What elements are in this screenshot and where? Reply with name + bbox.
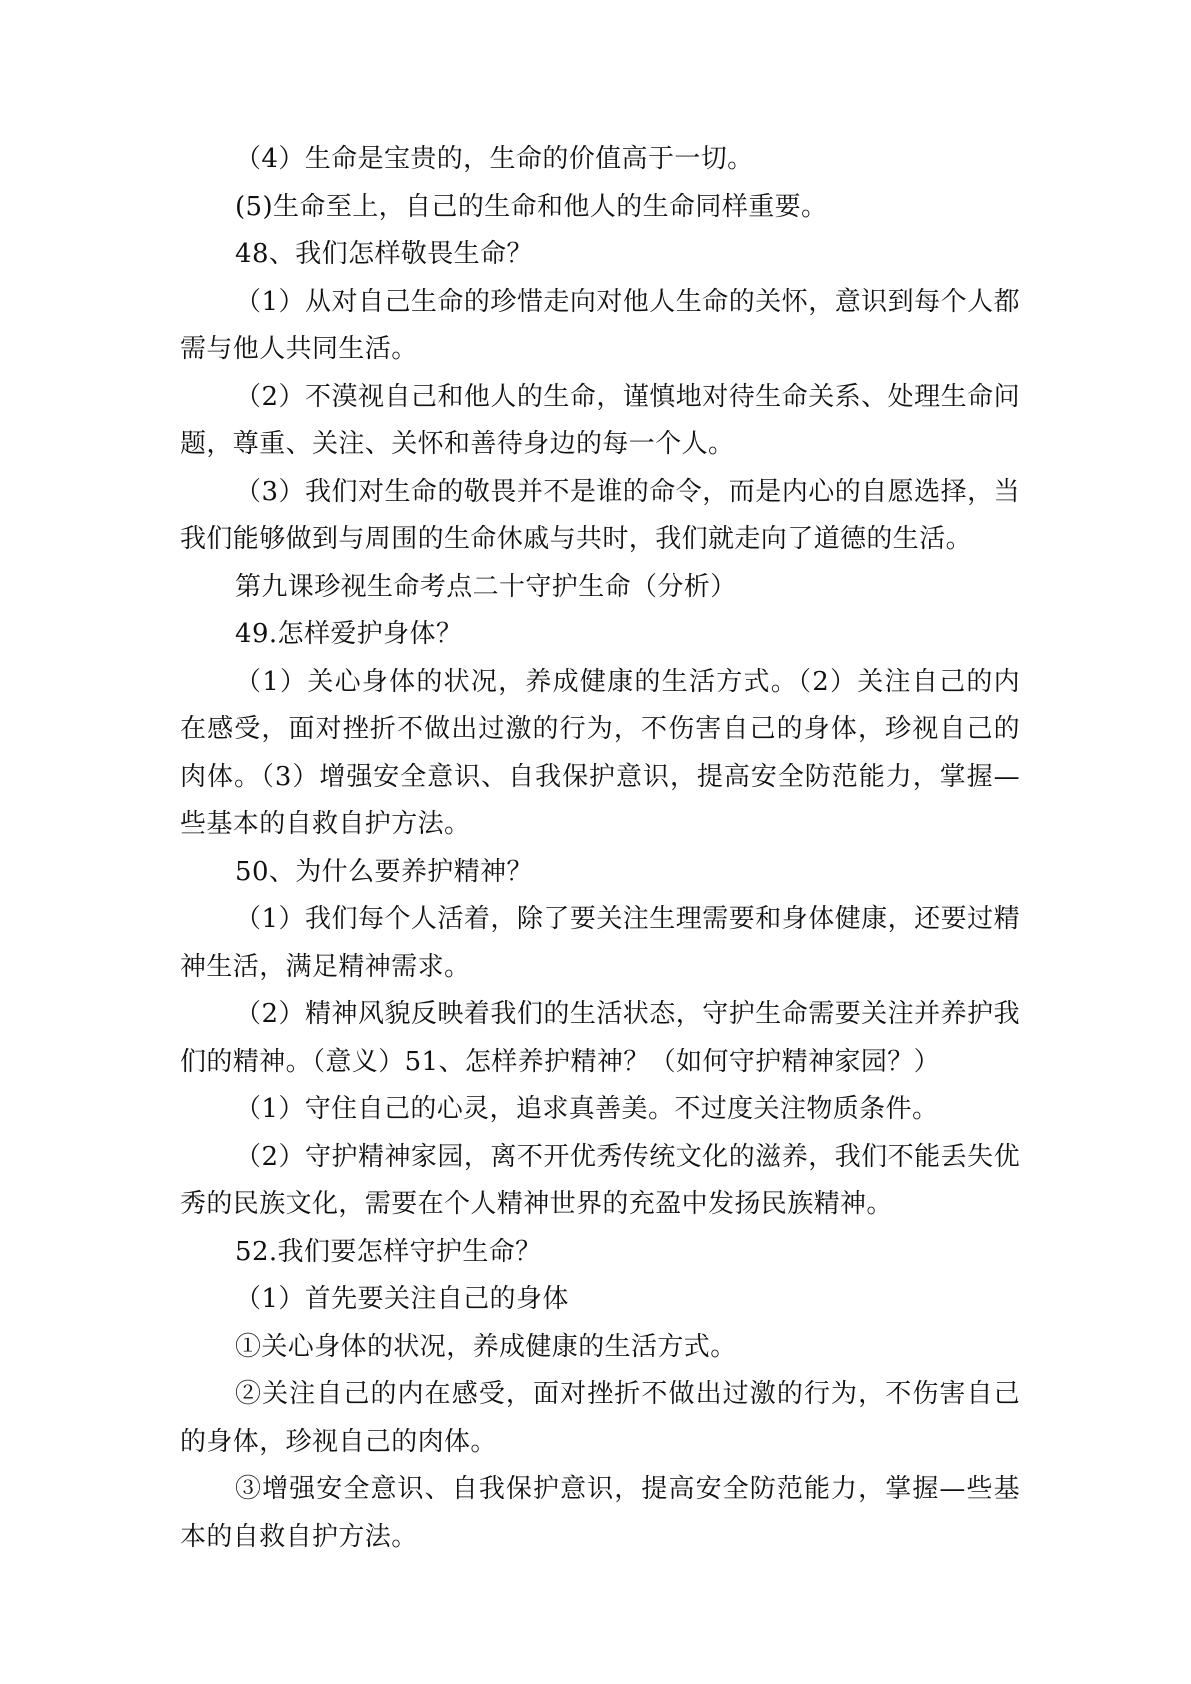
question-48-heading: 48、我们怎样敬畏生命？ bbox=[235, 239, 533, 269]
question-48-answer-1: （1）从对自己生命的珍惜走向对他人生命的关怀，意识到每个人都需与他人共同生活。 bbox=[180, 286, 1020, 364]
paragraph-point-5: (5)生命至上，自己的生命和他人的生命同样重要。 bbox=[235, 191, 828, 222]
question-51-answer-1: （1）守住自己的心灵，追求真善美。不过度关注物质条件。 bbox=[235, 1094, 939, 1124]
question-52-sub-1: ①关心身体的状况，养成健康的生活方式。 bbox=[235, 1331, 737, 1362]
question-51-answer-2: （2）守护精神家园，离不开优秀传统文化的滋养，我们不能丢失优秀的民族文化，需要在个人精神世界的充盈中发扬民族精神。 bbox=[180, 1141, 1020, 1219]
question-49-answer: （1）关心身体的状况，养成健康的生活方式。（2）关注自己的内在感受，面对挫折不做出过激的行为，不伤害自己的身体，珍视自己的肉体。（3）增强安全意识、自我保护意识，提高安全防范能力，掌握—些基本的自救自护方法。 bbox=[180, 666, 1020, 839]
question-48-answer-2: （2）不漠视自己和他人的生命，谨慎地对待生命关系、处理生命问题，尊重、关注、关怀和善待身边的每一个人。 bbox=[180, 381, 1020, 459]
question-52-sub-2: ②关注自己的内在感受，面对挫折不做出过激的行为，不伤害自己的身体，珍视自己的肉体。 bbox=[180, 1379, 1020, 1457]
question-52-sub-3: ③增强安全意识、自我保护意识，提高安全防范能力，掌握—些基本的自救自护方法。 bbox=[180, 1474, 1020, 1552]
question-50-heading: 50、为什么要养护精神？ bbox=[235, 856, 533, 887]
question-50-answer-2: （2）精神风貌反映着我们的生活状态，守护生命需要关注并养护我们的精神。（意义）51、怎样养护精神？（如何守护精神家园？） bbox=[180, 999, 1020, 1077]
document-body bbox=[180, 136, 1020, 1561]
paragraph-point-4: （4）生命是宝贵的，生命的价值高于一切。 bbox=[235, 144, 754, 174]
question-48-answer-3: （3）我们对生命的敬畏并不是谁的命令，而是内心的自愿选择，当我们能够做到与周围的生命休戚与共时，我们就走向了道德的生活。 bbox=[180, 476, 1020, 554]
question-52-answer-1: （1）首先要关注自己的身体 bbox=[235, 1284, 569, 1314]
question-50-answer-1: （1）我们每个人活着，除了要关注生理需要和身体健康，还要过精神生活，满足精神需求。 bbox=[180, 904, 1020, 982]
lesson-heading: 第九课珍视生命考点二十守护生命（分析） bbox=[235, 571, 737, 602]
question-49-heading: 49.怎样爱护身体？ bbox=[235, 619, 463, 649]
question-52-heading: 52.我们要怎样守护生命？ bbox=[235, 1236, 542, 1267]
